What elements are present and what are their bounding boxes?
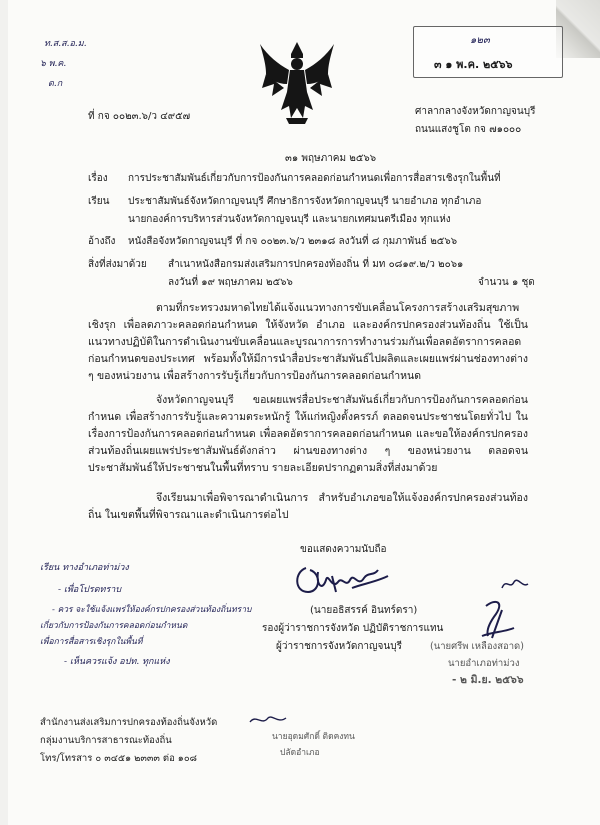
signatory-position2: ผู้ว่าราชการจังหวัดกาญจนบุรี xyxy=(276,641,402,652)
recipient-line2: นายกองค์การบริหารส่วนจังหวัดกาญจนบุรี และนายกเทศมนตรีเมือง ทุกแห่ง xyxy=(128,214,451,225)
recipient-line1: ประชาสัมพันธ์จังหวัดกาญจนบุรี ศึกษาธิการจังหวัดกาญจนบุรี นายอำเภอ ทุกอำเภอ xyxy=(128,196,482,207)
subject-label: เรื่อง xyxy=(88,173,108,184)
margin-note-line4: เกี่ยวกับการป้องกันการคลอดก่อนกำหนด xyxy=(40,621,188,631)
margin-note-line3: - ควร จะใช้แจ้งแพร่ให้องค์กรปกครองส่วนท้องถิ่นทราบ xyxy=(52,605,252,615)
initials-mark xyxy=(500,576,530,592)
reference-label: อ้างถึง xyxy=(88,236,116,247)
footer-officer-note1: นายอุดมศักดิ์ ติดคงทน xyxy=(272,732,355,742)
enclosure-quantity: จำนวน ๑ ชุด xyxy=(478,277,535,288)
enclosure-line1: สำเนาหนังสือกรมส่งเสริมการปกครองท้องถิ่น ที่ มท ๐๘๑๙.๒/ว ๒๐๖๑ xyxy=(168,259,464,270)
margin-note-line6: - เห็นควรแจ้ง อปท. ทุกแห่ง xyxy=(64,657,170,667)
reference-text: หนังสือจังหวัดกาญจนบุรี ที่ กจ ๐๐๒๓.๖/ว ๒๓๑๘ ลงวันที่ ๘ กุมภาพันธ์ ๒๕๖๖ xyxy=(128,236,458,247)
signatory-position1: รองผู้ว่าราชการจังหวัด ปฏิบัติราชการแทน xyxy=(262,623,444,634)
top-left-note-line3: ด.ก xyxy=(48,79,63,89)
signature-mark xyxy=(292,562,392,598)
sender-road: ถนนแสงชูโต กจ ๗๑๐๐๐ xyxy=(415,124,522,135)
doc-number: ที่ กจ ๐๐๒๓.๖/ว ๔๙๕๗ xyxy=(88,111,191,122)
district-chief-signature xyxy=(478,596,518,642)
top-left-note-line2: ๖ พ.ค. xyxy=(40,59,67,69)
district-chief-name: (นายศรีพ เหลืองสอาด) xyxy=(430,641,524,652)
receipt-stamp-date: ๓ ๑ พ.ค. ๒๕๖๖ xyxy=(434,58,513,71)
recipient-label: เรียน xyxy=(88,196,110,207)
receipt-stamp-number: ๑๒๓ xyxy=(470,35,490,46)
margin-note-line1: เรียน ทางอำเภอท่าม่วง xyxy=(40,563,129,573)
receipt-stamp xyxy=(413,26,563,78)
date-line: ๓๑ พฤษภาคม ๒๕๖๖ xyxy=(285,153,377,164)
garuda-emblem-icon xyxy=(258,40,336,124)
closing: ขอแสดงความนับถือ xyxy=(300,544,387,555)
subject-text: การประชาสัมพันธ์เกี่ยวกับการป้องกันการคลอดก่อนกำหนดเพื่อการสื่อสารเชิงรุกในพื้นที่ xyxy=(128,173,501,184)
margin-note-line5: เพื่อการสื่อสารเชิงรุกในพื้นที่ xyxy=(40,637,143,647)
top-left-note-line1: ท.ส.ส.อ.ม. xyxy=(44,39,87,49)
margin-note-line2: - เพื่อโปรดทราบ xyxy=(58,585,122,595)
footer-phone: โทร/โทรสาร ๐ ๓๔๕๑ ๒๓๓๓ ต่อ ๑๐๘ xyxy=(40,753,197,764)
footer-group: กลุ่มงานบริการสาธารณะท้องถิ่น xyxy=(40,735,172,746)
enclosure-label: สิ่งที่ส่งมาด้วย xyxy=(88,259,147,270)
sender-office: ศาลากลางจังหวัดกาญจนบุรี xyxy=(415,106,536,117)
body-paragraph-2: จังหวัดกาญจนบุรี ขอเผยแพร่สื่อประชาสัมพันธ์เกี่ยวกับการป้องกันการคลอดก่อนกำหนด เพื่อสร้างการรับรู้และความตระหนักรู้ ให้แก่หญิงตั้งครรภ์ ตลอดจนประชาชนโดยทั่วไป ในเรื่องการป้องกันการคลอดก่อนกำหนด เพื่อลดอัตราการคลอดก่อนกำหนด และขอให้องค์กรปกครองส่วนท้องถิ่นเผยแพร่ประชาสัมพันธ์ดังกล่าว ผ่านของทางต่าง ๆ ของหน่วยงาน ตลอดจนประชาสัมพันธ์ให้ประชาชนในพื้นที่ทราบ รายละเอียดปรากฏตามสิ่งที่ส่งมาด้วย xyxy=(88,394,528,474)
footer-officer-note2: ปลัดอำเภอ xyxy=(280,748,320,758)
enclosure-line2: ลงวันที่ ๑๙ พฤษภาคม ๒๕๖๖ xyxy=(168,277,293,288)
footer-office: สำนักงานส่งเสริมการปกครองท้องถิ่นจังหวัด xyxy=(40,717,218,728)
signatory-name: (นายอธิสรรค์ อินทร์ดรา) xyxy=(310,605,418,616)
body-paragraph-3: จึงเรียนมาเพื่อพิจารณาดำเนินการ สำหรับอำเภอขอให้แจ้งองค์กรปกครองส่วนท้องถิ่น ในเขตพื้นที่พิจารณาและดำเนินการต่อไป xyxy=(88,492,528,521)
body-paragraph-1: ตามที่กระทรวงมหาดไทยได้แจ้งแนวทางการขับเคลื่อนโครงการสร้างเสริมสุขภาพเชิงรุก เพื่อลดภาวะคลอดก่อนกำหนด ให้จังหวัด อำเภอ และองค์กรปกครองส่วนท้องถิ่น ใช้เป็นแนวทางปฏิบัติในการดำเนินงานขับเคลื่อนและบูรณาการการทำงานร่วมกันเพื่อลดอัตราการคลอดก่อนกำหนดของประเทศ พร้อมทั้งให้มีการนำสื่อประชาสัมพันธ์ไปผลิตและเผยแพร่ผ่านช่องทางต่าง ๆ ของหน่วยงาน เพื่อสร้างการรับรู้เกี่ยวกับการป้องกันการคลอดก่อนกำหนด xyxy=(88,302,528,382)
footer-initials-mark xyxy=(248,712,288,728)
district-chief-date: - ๒ มิ.ย. ๒๕๖๖ xyxy=(452,674,524,686)
district-chief-title: นายอำเภอท่าม่วง xyxy=(448,658,520,669)
